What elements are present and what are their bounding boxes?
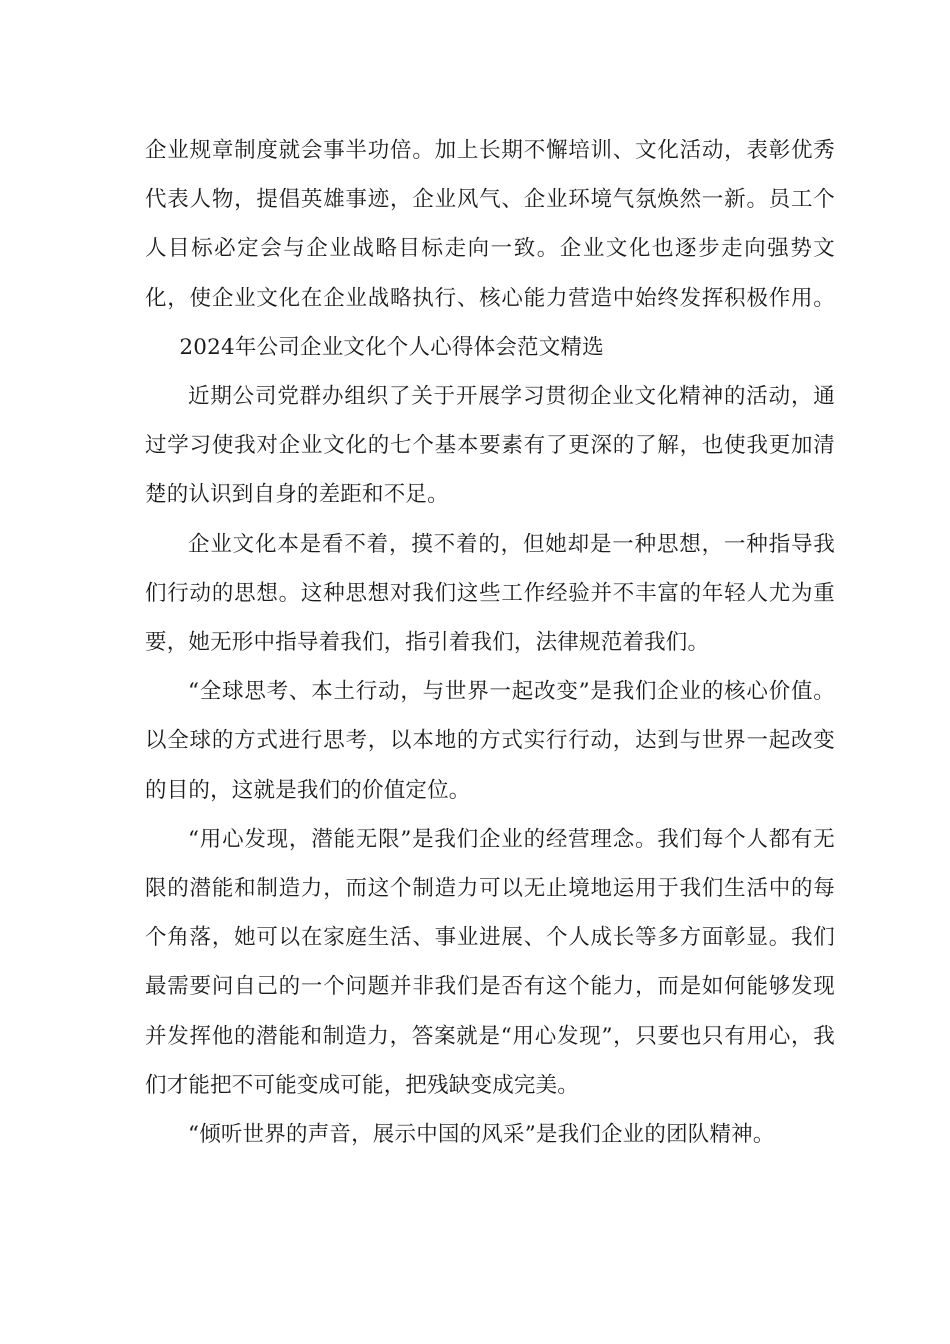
article-title: 2024年公司企业文化个人心得体会范文精选 <box>179 334 604 360</box>
document-body <box>145 126 835 1159</box>
paragraph-2: 近期公司党群办组织了关于开展学习贯彻企业文化精神的活动，通过学习使我对企业文化的七个基本要素有了更深的了解，也使我更加清楚的认识到自身的差距和不足。 <box>145 384 835 508</box>
paragraph-3: 企业文化本是看不着，摸不着的，但她却是一种思想，一种指导我们行动的思想。这种思想对我们这些工作经验并不丰富的年轻人尤为重要，她无形中指导着我们，指引着我们，法律规范着我们。 <box>145 531 835 656</box>
paragraph-5: “用心发现，潜能无限”是我们企业的经营理念。我们每个人都有无限的潜能和制造力，而这个制造力可以无止境地运用于我们生活中的每个角落，她可以在家庭生活、事业进展、个人成长等多方面彰显。我们最需要问自己的一个问题并非我们是否有这个能力，而是如何能够发现并发挥他的潜能和制造力，答案就是“用心发现”，只要也只有用心，我们才能把不可能变成可能，把残缺变成完美。 <box>145 826 835 1098</box>
paragraph-4: “全球思考、本土行动，与世界一起改变”是我们企业的核心价值。以全球的方式进行思考，以本地的方式实行行动，达到与世界一起改变的目的，这就是我们的价值定位。 <box>145 679 835 803</box>
paragraph-1-text: 企业规章制度就会事半功倍。加上长期不懈培训、文化活动，表彰优秀代表人物，提倡英雄事迹，企业风气、企业环境气氛焕然一新。员工个人目标必定会与企业战略目标走向一致。企业文化也逐步走向强势文化，使企业文化在企业战略执行、核心能力营造中始终发挥积极作用。 <box>145 138 835 311</box>
paragraph-1 <box>145 126 835 372</box>
paragraph-6: “倾听世界的声音，展示中国的风采”是我们企业的团队精神。 <box>188 1122 775 1148</box>
